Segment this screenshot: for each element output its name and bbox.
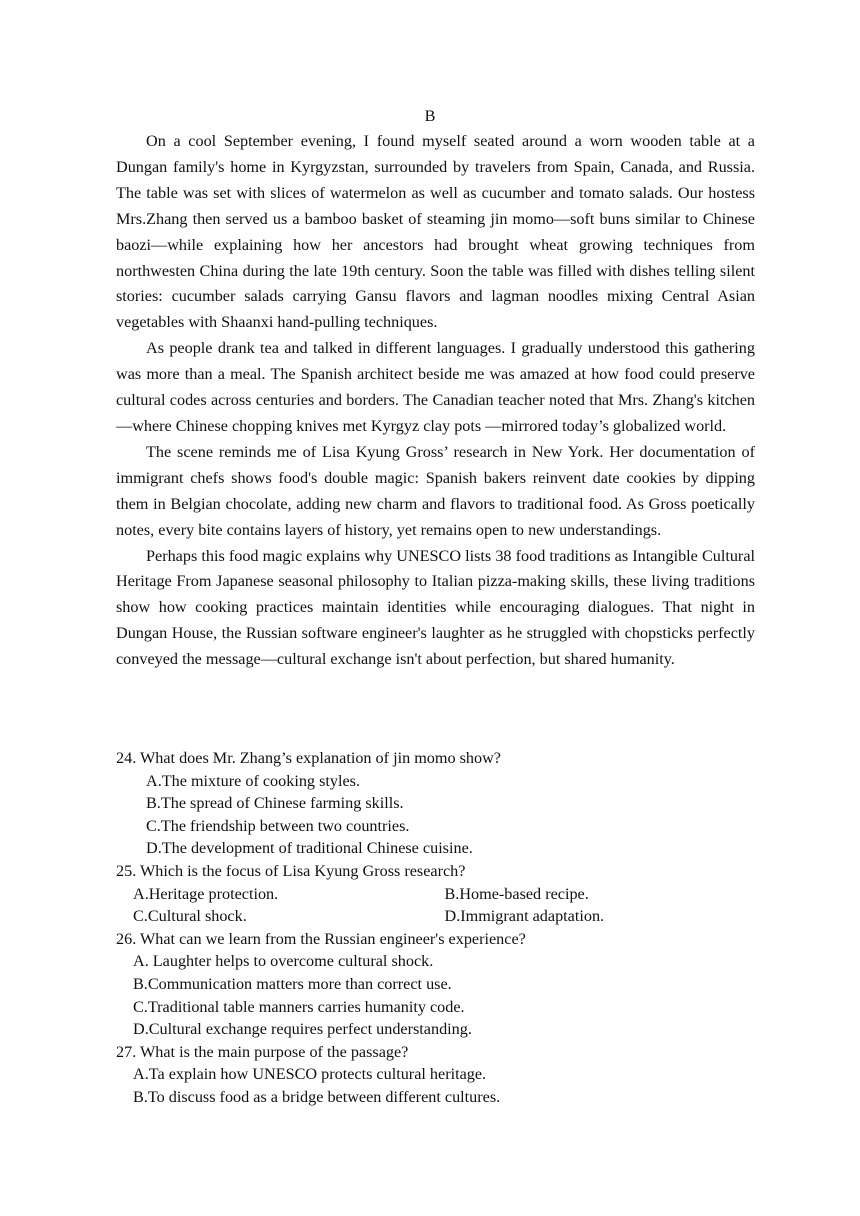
option-b: B.The spread of Chinese farming skills.: [146, 794, 404, 813]
reading-passage: [116, 129, 755, 673]
question-stem: 27. What is the main purpose of the passage?: [116, 1042, 409, 1061]
option-a: A.The mixture of cooking styles.: [146, 771, 360, 790]
options-row-2: [116, 905, 756, 928]
paragraph-2: As people drank tea and talked in different languages. I gradually understood this gathering was more than a meal. The Spanish architect beside me was amazed at how food could preserve cultural codes across centuries and borders. The Canadian teacher noted that Mrs. Zhang's kitchen—where Chinese chopping knives met Kyrgyz clay pots —mirrored today’s globalized world.: [116, 339, 755, 435]
option-d: D.The development of traditional Chinese cuisine.: [146, 839, 473, 858]
options-row-1: [116, 883, 756, 906]
question-stem: 24. What does Mr. Zhang’s explanation of jin momo show?: [116, 749, 501, 767]
question-stem: 25. Which is the focus of Lisa Kyung Gross research?: [116, 861, 466, 880]
option-a: A. Laughter helps to overcome cultural shock.: [133, 952, 434, 971]
questions-section: [116, 747, 756, 1109]
option-a: A.Heritage protection.: [133, 884, 279, 903]
option-d: D.Cultural exchange requires perfect understanding.: [133, 1020, 472, 1039]
option-c: C.Cultural shock.: [133, 907, 247, 926]
section-label: B: [424, 107, 436, 125]
option-b: B.To discuss food as a bridge between different cultures.: [133, 1087, 501, 1106]
question-26: [116, 928, 756, 1041]
question-27: [116, 1041, 756, 1109]
option-a: A.Ta explain how UNESCO protects cultural heritage.: [133, 1065, 487, 1084]
option-d: D.Immigrant adaptation.: [444, 907, 605, 926]
option-b: B.Home-based recipe.: [444, 884, 589, 903]
question-25: [116, 860, 756, 928]
option-b: B.Communication matters more than correct use.: [133, 974, 452, 993]
paragraph-3: The scene reminds me of Lisa Kyung Gross’ research in New York. Her documentation of immigrant chefs shows food's double magic: Spanish bakers reinvent date cookies by dipping them in Belgian chocolate, adding new charm and flavors to traditional food. As Gross poetically notes, every bite contains layers of history, yet remains open to new understandings.: [116, 442, 755, 539]
question-24: [116, 747, 756, 860]
option-c: C.The friendship between two countries.: [146, 816, 410, 835]
paragraph-1: On a cool September evening, I found myself seated around a worn wooden table at a Dungan family's home in Kyrgyzstan, surrounded by travelers from Spain, Canada, and Russia. The table was set with slices of watermelon as well as cucumber and tomato salads. Our hostess Mrs.Zhang then served us a bamboo basket of steaming jin momo—soft buns similar to Chinese baozi—while explaining how her ancestors had brought wheat growing techniques from northwesten China during the late 19th century. Soon the table was filled with dishes telling silent stories: cucumber salads carrying Gansu flavors and lagman noodles mixing Central Asian vegetables with Shaanxi hand-pulling techniques.: [116, 132, 755, 332]
paragraph-4: Perhaps this food magic explains why UNESCO lists 38 food traditions as Intangible Cultural Heritage From Japanese seasonal philosophy to Italian pizza-making skills, these living traditions show how cooking practices maintain identities while encouraging dialogues. That night in Dungan House, the Russian software engineer's laughter as he struggled with chopsticks perfectly conveyed the message—cultural exchange isn't about perfection, but shared humanity.: [116, 546, 755, 669]
option-c: C.Traditional table manners carries humanity code.: [133, 997, 465, 1016]
question-stem: 26. What can we learn from the Russian engineer's experience?: [116, 929, 526, 948]
